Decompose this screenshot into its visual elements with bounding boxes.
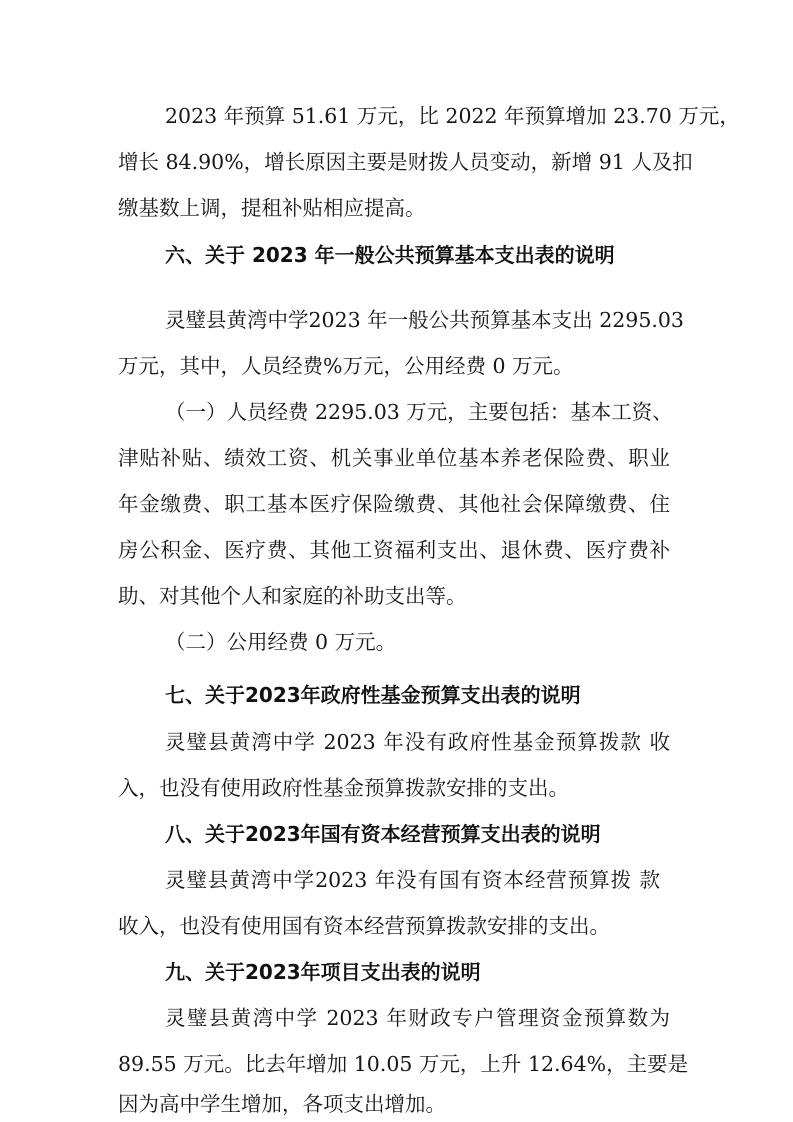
paragraph-line: 万元，其中，人员经费%万元，公用经费 0 万元。: [118, 354, 574, 378]
paragraph-line: 助、对其他个人和家庭的补助支出等。: [118, 584, 467, 608]
paragraph-line: 收入，也没有使用国有资本经营预算拨款安排的支出。: [118, 914, 610, 938]
paragraph-line: 灵璧县黄湾中学2023 年没有国有资本经营预算拨 款: [165, 868, 660, 892]
paragraph-line: 灵璧县黄湾中学2023 年一般公共预算基本支出 2295.03: [165, 308, 684, 332]
paragraph-line: 2023 年预算 51.61 万元，比 2022 年预算增加 23.70 万元，: [165, 104, 740, 128]
paragraph-line: 缴基数上调，提租补贴相应提高。: [118, 196, 426, 220]
section-heading-8: 八、关于2023年国有资本经营预算支出表的说明: [165, 822, 601, 846]
paragraph-line: 因为高中学生增加，各项支出增加。: [118, 1092, 446, 1116]
section-heading-9: 九、关于2023年项目支出表的说明: [165, 960, 481, 984]
paragraph-line: 津贴补贴、绩效工资、机关事业单位基本养老保险费、职业: [118, 446, 670, 470]
paragraph-line: 房公积金、医疗费、其他工资福利支出、退休费、医疗费补: [118, 538, 670, 562]
paragraph-line: 入，也没有使用政府性基金预算拨款安排的支出。: [118, 776, 569, 800]
paragraph-line: （一）人员经费 2295.03 万元，主要包括：基本工资、: [165, 400, 673, 424]
paragraph-line: 灵璧县黄湾中学 2023 年财政专户管理资金预算数为: [165, 1006, 670, 1030]
paragraph-line: （二）公用经费 0 万元。: [165, 630, 397, 654]
section-heading-6: 六、关于 2023 年一般公共预算基本支出表的说明: [165, 243, 615, 267]
section-heading-7: 七、关于2023年政府性基金预算支出表的说明: [165, 683, 581, 707]
paragraph-line: 灵璧县黄湾中学 2023 年没有政府性基金预算拨款 收: [165, 730, 670, 754]
paragraph-line: 增长 84.90%，增长原因主要是财拨人员变动，新增 91 人及扣: [118, 150, 693, 174]
paragraph-line: 89.55 万元。比去年增加 10.05 万元，上升 12.64%，主要是: [118, 1052, 689, 1076]
paragraph-line: 年金缴费、职工基本医疗保险缴费、其他社会保障缴费、住: [118, 492, 670, 516]
